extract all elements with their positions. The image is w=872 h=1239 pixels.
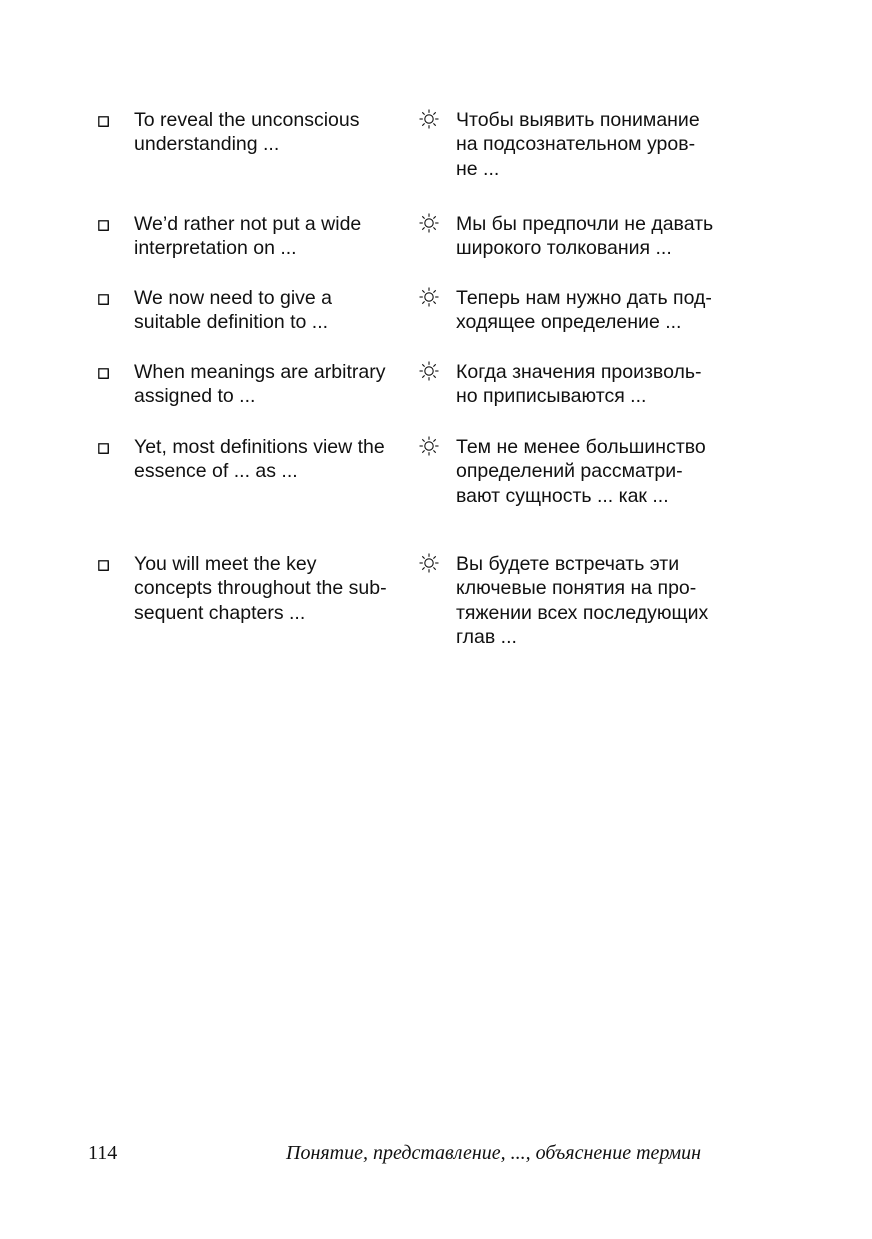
sun-icon bbox=[418, 360, 440, 382]
russian-translation: Вы будете встречать эти ключевые понятия на про- тяжении всех последующих глав ... bbox=[456, 553, 709, 649]
english-phrase: We’d rather not put a wide interpretation on ... bbox=[134, 213, 362, 260]
checkbox-square-icon bbox=[98, 443, 109, 454]
checkbox-square-icon bbox=[98, 220, 109, 231]
checkbox-square-icon bbox=[98, 560, 109, 571]
checkbox-square-icon bbox=[98, 116, 109, 127]
russian-translation: Тем не менее большинство определений рассматри- вают сущность ... как ... bbox=[456, 436, 706, 507]
russian-translation: Мы бы предпочли не давать широкого толкования ... bbox=[456, 213, 714, 260]
russian-translation: Когда значения произволь- но приписываются ... bbox=[456, 361, 702, 408]
page-number: 114 bbox=[88, 1142, 118, 1164]
english-phrase: To reveal the unconscious understanding ... bbox=[134, 109, 360, 156]
sun-icon bbox=[418, 286, 440, 308]
checkbox-square-icon bbox=[98, 368, 109, 379]
sun-icon bbox=[418, 108, 440, 130]
english-phrase: Yet, most definitions view the essence of ... as ... bbox=[134, 436, 385, 483]
sun-icon bbox=[418, 552, 440, 574]
english-phrase: We now need to give a suitable definition to ... bbox=[134, 287, 333, 334]
russian-translation: Теперь нам нужно дать под- ходящее определение ... bbox=[456, 287, 712, 334]
checkbox-square-icon bbox=[98, 294, 109, 305]
sun-icon bbox=[418, 212, 440, 234]
running-title: Понятие, представление, ..., объяснение термин bbox=[286, 1142, 702, 1164]
english-phrase: When meanings are arbitrary assigned to ... bbox=[134, 361, 386, 408]
sun-icon bbox=[418, 435, 440, 457]
russian-translation: Чтобы выявить понимание на подсознательном уров- не ... bbox=[456, 109, 700, 180]
english-phrase: You will meet the key concepts throughout the sub- sequent chapters ... bbox=[134, 553, 387, 624]
